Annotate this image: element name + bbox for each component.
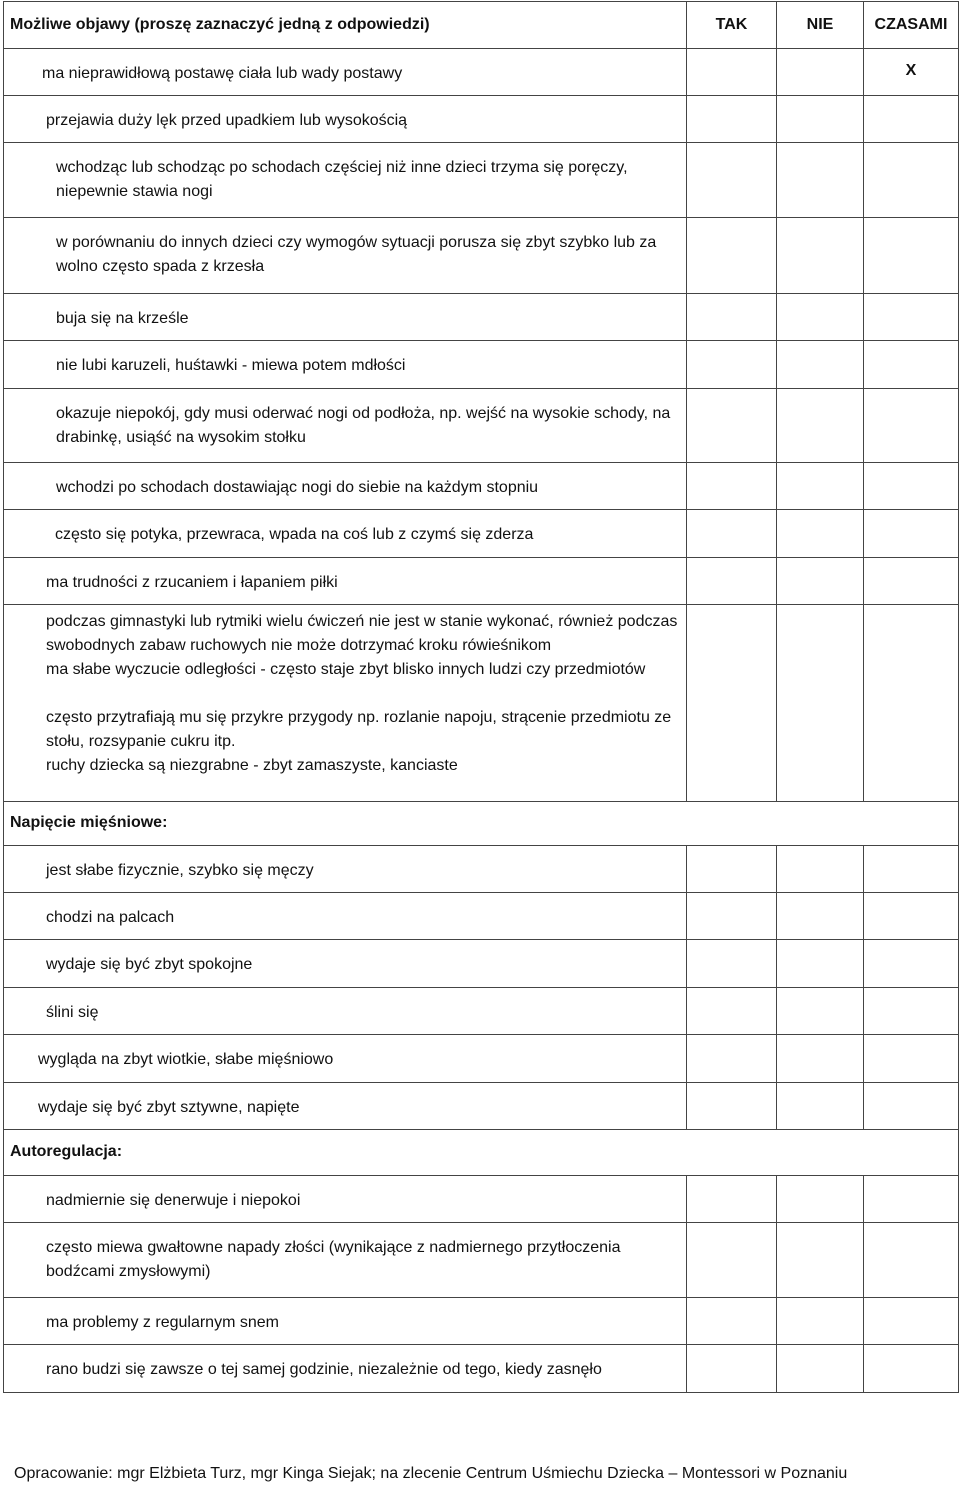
item-cell <box>4 341 687 389</box>
answer-cell-czasami[interactable] <box>864 706 959 754</box>
answer-cell-nie[interactable] <box>777 389 864 463</box>
item-text: ma słabe wyczucie odległości - często staje zbyt blisko innych ludzi czy przedmiotów <box>46 661 646 678</box>
answer-cell-czasami[interactable] <box>864 510 959 558</box>
answer-cell-tak[interactable] <box>687 1222 777 1297</box>
answer-cell-czasami[interactable] <box>864 1175 959 1222</box>
item-row <box>4 294 959 341</box>
item-text: wydaje się być zbyt sztywne, napięte <box>38 1098 300 1116</box>
item-row <box>4 558 959 605</box>
answer-cell-czasami[interactable] <box>864 96 959 143</box>
item-text: ma nieprawidłową postawę ciała lub wady postawy <box>42 65 403 82</box>
answer-cell-tak[interactable] <box>687 218 777 294</box>
answer-cell-tak[interactable] <box>687 143 777 218</box>
item-cell <box>4 1034 687 1082</box>
answer-cell-czasami[interactable] <box>864 294 959 341</box>
answer-cell-czasami[interactable] <box>864 558 959 605</box>
answer-cell-czasami[interactable] <box>864 939 959 987</box>
answer-cell-nie[interactable] <box>777 558 864 605</box>
item-row <box>4 754 959 801</box>
answer-cell-czasami[interactable] <box>864 892 959 939</box>
item-cell <box>4 1175 687 1222</box>
answer-cell-tak[interactable] <box>687 605 777 659</box>
item-row <box>4 605 959 659</box>
item-row <box>4 218 959 294</box>
section-title: Autoregulacja: <box>4 1129 959 1175</box>
answer-cell-nie[interactable] <box>777 1034 864 1082</box>
item-cell <box>4 892 687 939</box>
item-row <box>4 49 959 96</box>
answer-cell-czasami[interactable] <box>864 463 959 510</box>
answer-cell-nie[interactable] <box>777 294 864 341</box>
item-row <box>4 706 959 754</box>
answer-cell-nie[interactable] <box>777 754 864 801</box>
answer-cell-nie[interactable] <box>777 1344 864 1392</box>
item-cell <box>4 987 687 1034</box>
item-row <box>4 658 959 706</box>
item-text: nadmiernie się denerwuje i niepokoi <box>46 1191 301 1209</box>
answer-cell-tak[interactable] <box>687 1297 777 1344</box>
section-title: Napięcie mięśniowe: <box>4 801 959 845</box>
answer-cell-tak[interactable] <box>687 939 777 987</box>
item-row <box>4 96 959 143</box>
item-cell <box>4 96 687 143</box>
item-text: ślini się <box>46 1003 99 1021</box>
item-text: jest słabe fizycznie, szybko się męczy <box>46 861 314 879</box>
item-cell <box>4 939 687 987</box>
answer-cell-tak[interactable] <box>687 845 777 892</box>
option-header-czasami: CZASAMI <box>864 2 959 49</box>
answer-cell-czasami[interactable] <box>864 1297 959 1344</box>
answer-cell-czasami[interactable] <box>864 1082 959 1129</box>
footer-credit: Opracowanie: mgr Elżbieta Turz, mgr Kinga Siejak; na zlecenie Centrum Uśmiechu Dziecka – Montessori w Poznaniu <box>14 1465 848 1482</box>
answer-cell-czasami[interactable] <box>864 754 959 801</box>
item-cell <box>4 218 687 294</box>
answer-cell-nie[interactable] <box>777 49 864 96</box>
answer-cell-czasami[interactable] <box>864 1222 959 1297</box>
answer-cell-nie[interactable] <box>777 96 864 143</box>
item-row <box>4 1082 959 1129</box>
questionnaire-body <box>4 2 959 1393</box>
item-cell <box>4 558 687 605</box>
item-text: przejawia duży lęk przed upadkiem lub wysokością <box>46 112 408 129</box>
item-cell <box>4 1344 687 1392</box>
answer-cell-tak[interactable] <box>687 892 777 939</box>
answer-cell-nie[interactable] <box>777 658 864 706</box>
item-text: wchodzi po schodach dostawiając nogi do siebie na każdym stopniu <box>56 479 539 496</box>
answer-cell-nie[interactable] <box>777 987 864 1034</box>
item-row <box>4 1297 959 1344</box>
item-text: chodzi na palcach <box>46 908 175 926</box>
item-row <box>4 463 959 510</box>
answer-cell-tak[interactable] <box>687 389 777 463</box>
answer-cell-nie[interactable] <box>777 463 864 510</box>
answer-cell-czasami[interactable] <box>864 658 959 706</box>
answer-cell-tak[interactable] <box>687 49 777 96</box>
answer-cell-tak[interactable] <box>687 1082 777 1129</box>
answer-cell-nie[interactable] <box>777 510 864 558</box>
answer-cell-tak[interactable] <box>687 1034 777 1082</box>
item-text: ma problemy z regularnym snem <box>46 1313 279 1331</box>
answer-cell-czasami[interactable] <box>864 1034 959 1082</box>
item-row <box>4 939 959 987</box>
item-text: ruchy dziecka są niezgrabne - zbyt zamaszyste, kanciaste <box>46 757 458 774</box>
answer-cell-nie[interactable] <box>777 706 864 754</box>
option-header-nie: NIE <box>777 2 864 49</box>
header-row <box>4 2 959 49</box>
item-row <box>4 1175 959 1222</box>
answer-cell-tak[interactable] <box>687 294 777 341</box>
answer-mark: X <box>905 62 917 79</box>
answer-cell-czasami[interactable] <box>864 143 959 218</box>
item-cell <box>4 1082 687 1129</box>
answer-cell-nie[interactable] <box>777 939 864 987</box>
answer-cell-nie[interactable] <box>777 143 864 218</box>
answer-cell-tak[interactable] <box>687 1344 777 1392</box>
answer-cell-czasami[interactable] <box>864 987 959 1034</box>
item-cell <box>4 510 687 558</box>
answer-cell-czasami[interactable] <box>864 341 959 389</box>
item-text: podczas gimnastyki lub rytmiki wielu ćwiczeń nie jest w stanie wykonać, również podczas swobodnych zabaw ruchowych nie może dotrzymać kroku rówieśnikom <box>46 613 678 654</box>
item-text: buja się na krześle <box>56 310 189 327</box>
item-text: wchodząc lub schodząc po schodach częściej niż inne dzieci trzyma się poręczy, niepewnie stawia nogi <box>56 159 628 200</box>
answer-cell-czasami[interactable] <box>864 49 959 96</box>
item-cell <box>4 1297 687 1344</box>
item-row <box>4 1222 959 1297</box>
answer-cell-tak[interactable] <box>687 510 777 558</box>
answer-cell-nie[interactable] <box>777 892 864 939</box>
option-header-tak: TAK <box>687 2 777 49</box>
question-column-header: Możliwe objawy (proszę zaznaczyć jedną z odpowiedzi) <box>4 2 687 49</box>
answer-cell-nie[interactable] <box>777 1297 864 1344</box>
answer-cell-nie[interactable] <box>777 1175 864 1222</box>
item-row <box>4 510 959 558</box>
answer-cell-tak[interactable] <box>687 658 777 706</box>
item-text: często miewa gwałtowne napady złości (wynikające z nadmiernego przytłoczenia bodźcami zmysłowymi) <box>46 1238 621 1280</box>
item-cell <box>4 658 687 706</box>
item-text: w porównaniu do innych dzieci czy wymogów sytuacji porusza się zbyt szybko lub za wolno często spada z krzesła <box>56 234 657 275</box>
item-cell <box>4 294 687 341</box>
answer-cell-czasami[interactable] <box>864 218 959 294</box>
answer-cell-czasami[interactable] <box>864 605 959 659</box>
item-cell <box>4 143 687 218</box>
item-row <box>4 845 959 892</box>
item-text: wygląda na zbyt wiotkie, słabe mięśniowo <box>38 1050 334 1068</box>
answer-cell-czasami[interactable] <box>864 389 959 463</box>
item-cell <box>4 1222 687 1297</box>
item-row <box>4 987 959 1034</box>
item-text: wydaje się być zbyt spokojne <box>46 955 253 973</box>
item-cell <box>4 463 687 510</box>
answer-cell-nie[interactable] <box>777 1222 864 1297</box>
item-row <box>4 341 959 389</box>
item-row <box>4 389 959 463</box>
answer-cell-nie[interactable] <box>777 605 864 659</box>
questionnaire-table <box>3 1 959 1393</box>
item-text: okazuje niepokój, gdy musi oderwać nogi od podłoża, np. wejść na wysokie schody, na drabinkę, usiąść na wysokim stołku <box>56 405 671 446</box>
item-cell <box>4 389 687 463</box>
item-text: rano budzi się zawsze o tej samej godzinie, niezależnie od tego, kiedy zasnęło <box>46 1360 602 1378</box>
item-row <box>4 1344 959 1392</box>
item-text: często się potyka, przewraca, wpada na coś lub z czymś się zderza <box>55 526 534 543</box>
answer-cell-czasami[interactable] <box>864 1344 959 1392</box>
answer-cell-nie[interactable] <box>777 845 864 892</box>
answer-cell-tak[interactable] <box>687 706 777 754</box>
item-cell <box>4 49 687 96</box>
answer-cell-tak[interactable] <box>687 1175 777 1222</box>
item-text: ma trudności z rzucaniem i łapaniem piłki <box>46 574 338 591</box>
item-row <box>4 1034 959 1082</box>
answer-cell-tak[interactable] <box>687 558 777 605</box>
answer-cell-tak[interactable] <box>687 987 777 1034</box>
item-text: często przytrafiają mu się przykre przygody np. rozlanie napoju, strącenie przedmiotu ze stołu, rozsypanie cukru itp. <box>46 709 672 750</box>
item-cell <box>4 706 687 754</box>
item-cell <box>4 605 687 659</box>
answer-cell-nie[interactable] <box>777 218 864 294</box>
answer-cell-tak[interactable] <box>687 754 777 801</box>
answer-cell-tak[interactable] <box>687 463 777 510</box>
item-row <box>4 892 959 939</box>
answer-cell-czasami[interactable] <box>864 845 959 892</box>
item-row <box>4 143 959 218</box>
answer-cell-tak[interactable] <box>687 96 777 143</box>
answer-cell-nie[interactable] <box>777 341 864 389</box>
section-header-row <box>4 801 959 845</box>
item-text: nie lubi karuzeli, huśtawki - miewa potem mdłości <box>56 357 406 374</box>
answer-cell-tak[interactable] <box>687 341 777 389</box>
item-cell <box>4 845 687 892</box>
answer-cell-nie[interactable] <box>777 1082 864 1129</box>
section-header-row <box>4 1129 959 1175</box>
item-cell <box>4 754 687 801</box>
